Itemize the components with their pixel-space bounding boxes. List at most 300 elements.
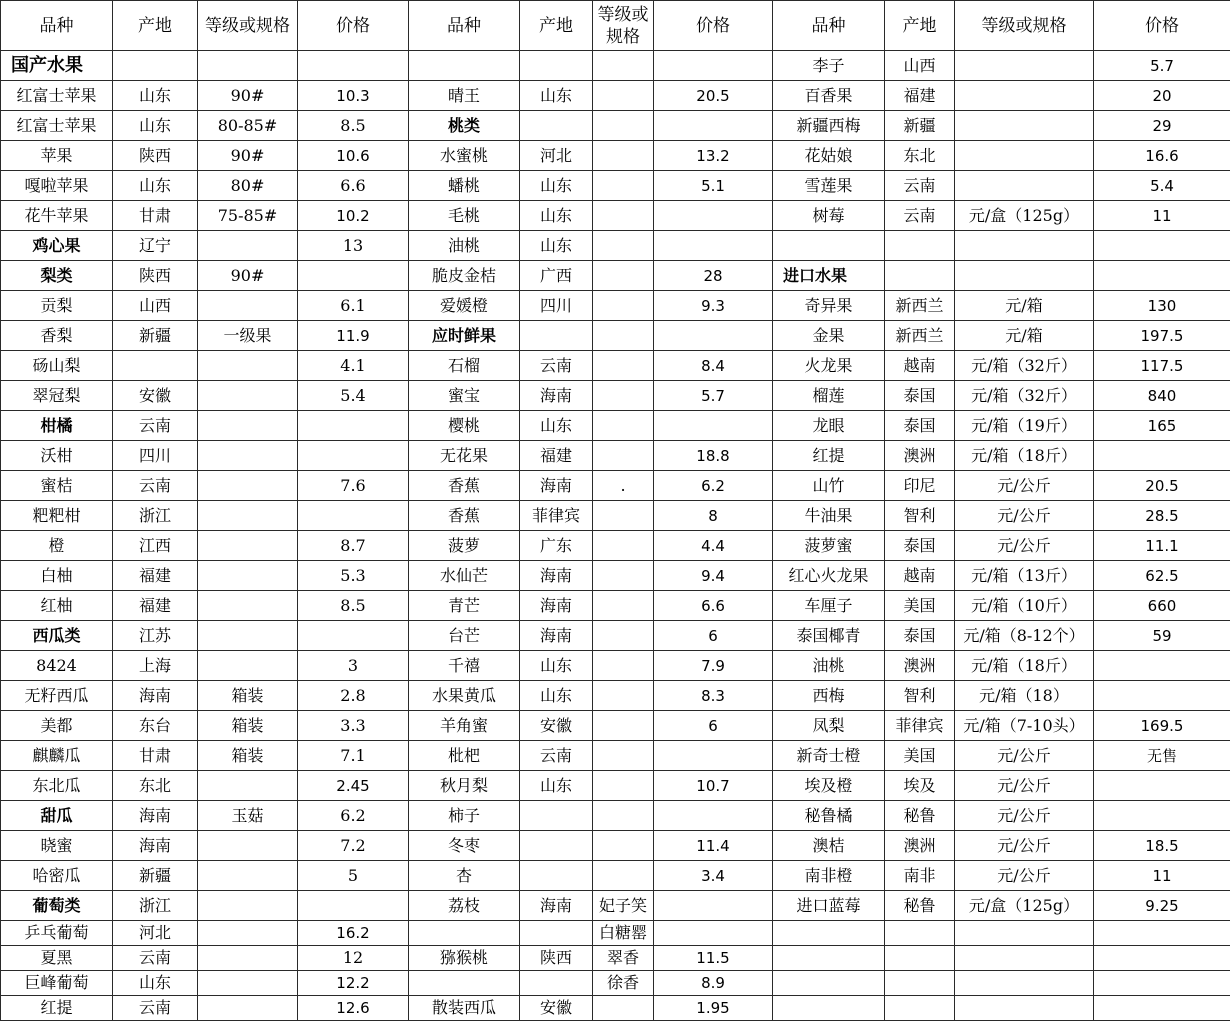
cell-price[interactable]: 10.7 xyxy=(654,771,773,801)
cell-origin[interactable] xyxy=(885,971,955,996)
cell-origin[interactable]: 埃及 xyxy=(885,771,955,801)
cell-price[interactable]: 9.25 xyxy=(1094,891,1230,921)
cell-price[interactable]: 9.3 xyxy=(654,291,773,321)
cell-variety[interactable]: 青芒 xyxy=(409,591,520,621)
cell-variety[interactable]: 菠萝 xyxy=(409,531,520,561)
cell-origin[interactable]: 海南 xyxy=(520,621,593,651)
cell-variety[interactable]: 粑粑柑 xyxy=(1,501,113,531)
cell-variety[interactable]: 车厘子 xyxy=(773,591,885,621)
cell-price[interactable]: 6.2 xyxy=(654,471,773,501)
cell-variety[interactable]: 冬枣 xyxy=(409,831,520,861)
cell-price[interactable]: 11.5 xyxy=(654,946,773,971)
cell-grade[interactable] xyxy=(593,801,654,831)
cell-variety[interactable] xyxy=(773,921,885,946)
cell-variety[interactable]: 沃柑 xyxy=(1,441,113,471)
cell-price[interactable]: 130 xyxy=(1094,291,1230,321)
cell-variety[interactable]: 夏黑 xyxy=(1,946,113,971)
cell-origin[interactable]: 江苏 xyxy=(113,621,198,651)
cell-grade[interactable]: 元/箱 xyxy=(955,291,1094,321)
cell-origin[interactable]: 福建 xyxy=(113,561,198,591)
cell-grade[interactable] xyxy=(593,861,654,891)
cell-grade[interactable]: 元/公斤 xyxy=(955,531,1094,561)
cell-origin[interactable]: 云南 xyxy=(885,171,955,201)
cell-price[interactable]: 5.7 xyxy=(1094,51,1230,81)
cell-price[interactable] xyxy=(298,501,409,531)
cell-variety[interactable]: 香梨 xyxy=(1,321,113,351)
cell-grade[interactable]: 90# xyxy=(198,81,298,111)
cell-variety[interactable]: 散装西瓜 xyxy=(409,996,520,1021)
cell-price[interactable]: 840 xyxy=(1094,381,1230,411)
header-origin[interactable]: 产地 xyxy=(885,1,955,51)
cell-grade[interactable] xyxy=(955,996,1094,1021)
cell-grade[interactable] xyxy=(198,921,298,946)
cell-variety[interactable] xyxy=(409,921,520,946)
cell-grade[interactable]: 元/箱（18斤） xyxy=(955,441,1094,471)
cell-price[interactable] xyxy=(654,201,773,231)
cell-grade[interactable] xyxy=(593,621,654,651)
cell-origin[interactable]: 泰国 xyxy=(885,411,955,441)
cell-variety[interactable] xyxy=(773,996,885,1021)
cell-origin[interactable]: 新西兰 xyxy=(885,321,955,351)
cell-grade[interactable]: 翠香 xyxy=(593,946,654,971)
cell-price[interactable]: 6.6 xyxy=(298,171,409,201)
cell-origin[interactable]: 越南 xyxy=(885,561,955,591)
cell-origin[interactable] xyxy=(520,321,593,351)
header-variety[interactable]: 品种 xyxy=(1,1,113,51)
cell-grade[interactable]: 元/公斤 xyxy=(955,471,1094,501)
cell-price[interactable]: 10.6 xyxy=(298,141,409,171)
cell-origin[interactable]: 山东 xyxy=(113,971,198,996)
cell-origin[interactable]: 广东 xyxy=(520,531,593,561)
cell-variety[interactable]: 奇异果 xyxy=(773,291,885,321)
cell-grade[interactable]: 元/箱（10斤） xyxy=(955,591,1094,621)
cell-grade[interactable] xyxy=(198,351,298,381)
cell-variety[interactable]: 进口水果 xyxy=(773,261,885,291)
cell-price[interactable]: 8.5 xyxy=(298,591,409,621)
cell-origin[interactable]: 山东 xyxy=(520,201,593,231)
cell-variety[interactable]: 山竹 xyxy=(773,471,885,501)
cell-origin[interactable]: 山东 xyxy=(520,681,593,711)
cell-price[interactable]: 11.9 xyxy=(298,321,409,351)
cell-variety[interactable] xyxy=(773,231,885,261)
cell-origin[interactable]: 安徽 xyxy=(113,381,198,411)
cell-price[interactable]: 29 xyxy=(1094,111,1230,141)
cell-grade[interactable] xyxy=(198,411,298,441)
cell-origin[interactable]: 海南 xyxy=(520,891,593,921)
cell-origin[interactable]: 新西兰 xyxy=(885,291,955,321)
cell-price[interactable]: 5.1 xyxy=(654,171,773,201)
cell-price[interactable] xyxy=(654,321,773,351)
cell-origin[interactable]: 新疆 xyxy=(113,861,198,891)
cell-variety[interactable]: 葡萄类 xyxy=(1,891,113,921)
cell-variety[interactable]: 新疆西梅 xyxy=(773,111,885,141)
cell-origin[interactable]: 上海 xyxy=(113,651,198,681)
cell-variety[interactable]: 嘎啦苹果 xyxy=(1,171,113,201)
cell-variety[interactable]: 红提 xyxy=(773,441,885,471)
cell-variety[interactable]: 水蜜桃 xyxy=(409,141,520,171)
cell-price[interactable]: 660 xyxy=(1094,591,1230,621)
cell-grade[interactable]: 元/箱（18斤） xyxy=(955,651,1094,681)
cell-price[interactable]: 2.45 xyxy=(298,771,409,801)
cell-price[interactable]: 20 xyxy=(1094,81,1230,111)
cell-origin[interactable]: 山东 xyxy=(520,231,593,261)
cell-grade[interactable]: 元/公斤 xyxy=(955,801,1094,831)
cell-grade[interactable] xyxy=(955,81,1094,111)
cell-price[interactable]: 无售 xyxy=(1094,741,1230,771)
cell-origin[interactable]: 浙江 xyxy=(113,501,198,531)
cell-grade[interactable]: 元/箱（8-12个） xyxy=(955,621,1094,651)
cell-price[interactable]: 8.5 xyxy=(298,111,409,141)
cell-price[interactable]: 59 xyxy=(1094,621,1230,651)
cell-grade[interactable]: 徐香 xyxy=(593,971,654,996)
cell-variety[interactable]: 苹果 xyxy=(1,141,113,171)
cell-origin[interactable]: 陕西 xyxy=(520,946,593,971)
cell-price[interactable]: 169.5 xyxy=(1094,711,1230,741)
cell-price[interactable]: 8.3 xyxy=(654,681,773,711)
header-variety[interactable]: 品种 xyxy=(773,1,885,51)
cell-variety[interactable]: 爱媛橙 xyxy=(409,291,520,321)
cell-price[interactable] xyxy=(298,441,409,471)
cell-origin[interactable]: 云南 xyxy=(113,946,198,971)
cell-origin[interactable]: 菲律宾 xyxy=(520,501,593,531)
cell-price[interactable]: 5.4 xyxy=(1094,171,1230,201)
cell-grade[interactable] xyxy=(955,51,1094,81)
cell-variety[interactable]: 晓蜜 xyxy=(1,831,113,861)
cell-variety[interactable]: 白柚 xyxy=(1,561,113,591)
cell-origin[interactable]: 云南 xyxy=(113,411,198,441)
cell-grade[interactable] xyxy=(955,231,1094,261)
cell-variety[interactable]: 西瓜类 xyxy=(1,621,113,651)
cell-variety[interactable]: 雪莲果 xyxy=(773,171,885,201)
header-variety[interactable]: 品种 xyxy=(409,1,520,51)
cell-variety[interactable] xyxy=(773,946,885,971)
cell-price[interactable]: 8.7 xyxy=(298,531,409,561)
cell-origin[interactable]: 东北 xyxy=(113,771,198,801)
cell-grade[interactable] xyxy=(198,651,298,681)
cell-price[interactable] xyxy=(654,921,773,946)
cell-variety[interactable]: 甜瓜 xyxy=(1,801,113,831)
cell-grade[interactable]: 元/公斤 xyxy=(955,831,1094,861)
cell-price[interactable]: 1.95 xyxy=(654,996,773,1021)
cell-origin[interactable]: 新疆 xyxy=(885,111,955,141)
header-origin[interactable]: 产地 xyxy=(520,1,593,51)
cell-variety[interactable]: 澳桔 xyxy=(773,831,885,861)
cell-origin[interactable]: 南非 xyxy=(885,861,955,891)
cell-variety[interactable]: 榴莲 xyxy=(773,381,885,411)
cell-origin[interactable]: 秘鲁 xyxy=(885,891,955,921)
cell-origin[interactable] xyxy=(113,51,198,81)
cell-origin[interactable]: 美国 xyxy=(885,741,955,771)
cell-origin[interactable]: 海南 xyxy=(520,561,593,591)
cell-origin[interactable]: 山东 xyxy=(520,411,593,441)
cell-price[interactable] xyxy=(654,891,773,921)
cell-origin[interactable]: 海南 xyxy=(113,801,198,831)
cell-price[interactable]: 28 xyxy=(654,261,773,291)
cell-price[interactable]: 20.5 xyxy=(1094,471,1230,501)
header-price[interactable]: 价格 xyxy=(654,1,773,51)
cell-origin[interactable] xyxy=(885,996,955,1021)
cell-variety[interactable]: 金果 xyxy=(773,321,885,351)
cell-price[interactable]: 11 xyxy=(1094,201,1230,231)
cell-variety[interactable]: 埃及橙 xyxy=(773,771,885,801)
cell-variety[interactable]: 进口蓝莓 xyxy=(773,891,885,921)
cell-price[interactable]: 9.4 xyxy=(654,561,773,591)
cell-price[interactable]: 20.5 xyxy=(654,81,773,111)
cell-price[interactable]: 8 xyxy=(654,501,773,531)
cell-price[interactable]: 5.3 xyxy=(298,561,409,591)
cell-price[interactable]: 10.3 xyxy=(298,81,409,111)
cell-variety[interactable]: 泰国椰青 xyxy=(773,621,885,651)
cell-origin[interactable] xyxy=(520,921,593,946)
cell-grade[interactable]: 80-85# xyxy=(198,111,298,141)
cell-variety[interactable]: 龙眼 xyxy=(773,411,885,441)
cell-origin[interactable]: 云南 xyxy=(520,741,593,771)
cell-grade[interactable] xyxy=(955,261,1094,291)
cell-grade[interactable]: 箱装 xyxy=(198,741,298,771)
cell-grade[interactable]: 元/箱（32斤） xyxy=(955,351,1094,381)
cell-grade[interactable] xyxy=(593,741,654,771)
cell-variety[interactable]: 枇杷 xyxy=(409,741,520,771)
cell-grade[interactable]: 元/公斤 xyxy=(955,741,1094,771)
cell-grade[interactable] xyxy=(198,861,298,891)
cell-price[interactable]: 13 xyxy=(298,231,409,261)
cell-origin[interactable]: 河北 xyxy=(113,921,198,946)
cell-grade[interactable] xyxy=(593,771,654,801)
cell-variety[interactable]: 西梅 xyxy=(773,681,885,711)
cell-price[interactable]: 28.5 xyxy=(1094,501,1230,531)
cell-price[interactable]: 16.2 xyxy=(298,921,409,946)
cell-price[interactable]: 6.6 xyxy=(654,591,773,621)
cell-origin[interactable] xyxy=(520,801,593,831)
cell-price[interactable]: 7.2 xyxy=(298,831,409,861)
cell-grade[interactable] xyxy=(593,111,654,141)
cell-grade[interactable] xyxy=(955,946,1094,971)
cell-variety[interactable]: 红提 xyxy=(1,996,113,1021)
cell-price[interactable]: 8.9 xyxy=(654,971,773,996)
cell-origin[interactable]: 福建 xyxy=(113,591,198,621)
cell-price[interactable]: 4.1 xyxy=(298,351,409,381)
cell-variety[interactable]: 台芒 xyxy=(409,621,520,651)
cell-variety[interactable]: 香蕉 xyxy=(409,501,520,531)
cell-price[interactable] xyxy=(1094,921,1230,946)
cell-grade[interactable]: 白糖罂 xyxy=(593,921,654,946)
cell-variety[interactable]: 红富士苹果 xyxy=(1,111,113,141)
cell-grade[interactable] xyxy=(198,501,298,531)
cell-variety[interactable]: 水果黄瓜 xyxy=(409,681,520,711)
cell-price[interactable]: 12.6 xyxy=(298,996,409,1021)
cell-grade[interactable]: 元/盒（125g） xyxy=(955,891,1094,921)
cell-origin[interactable]: 印尼 xyxy=(885,471,955,501)
cell-price[interactable]: 18.5 xyxy=(1094,831,1230,861)
cell-origin[interactable]: 澳洲 xyxy=(885,651,955,681)
cell-origin[interactable]: 江西 xyxy=(113,531,198,561)
cell-grade[interactable]: 箱装 xyxy=(198,681,298,711)
cell-origin[interactable]: 福建 xyxy=(885,81,955,111)
cell-price[interactable]: 2.8 xyxy=(298,681,409,711)
cell-origin[interactable] xyxy=(885,261,955,291)
cell-grade[interactable]: 元/箱（18） xyxy=(955,681,1094,711)
cell-grade[interactable] xyxy=(593,561,654,591)
cell-grade[interactable] xyxy=(198,441,298,471)
cell-variety[interactable] xyxy=(773,971,885,996)
cell-price[interactable]: 165 xyxy=(1094,411,1230,441)
cell-variety[interactable]: 应时鲜果 xyxy=(409,321,520,351)
cell-price[interactable] xyxy=(1094,771,1230,801)
cell-origin[interactable]: 新疆 xyxy=(113,321,198,351)
cell-variety[interactable]: 秘鲁橘 xyxy=(773,801,885,831)
cell-origin[interactable]: 陕西 xyxy=(113,261,198,291)
cell-origin[interactable]: 智利 xyxy=(885,501,955,531)
cell-variety[interactable]: 柑橘 xyxy=(1,411,113,441)
cell-price[interactable]: 5.7 xyxy=(654,381,773,411)
cell-variety[interactable]: 贡梨 xyxy=(1,291,113,321)
cell-grade[interactable] xyxy=(198,51,298,81)
cell-price[interactable] xyxy=(654,231,773,261)
cell-price[interactable] xyxy=(1094,261,1230,291)
cell-price[interactable] xyxy=(298,621,409,651)
cell-grade[interactable] xyxy=(593,201,654,231)
cell-origin[interactable]: 山西 xyxy=(113,291,198,321)
cell-grade[interactable] xyxy=(593,501,654,531)
cell-origin[interactable] xyxy=(885,231,955,261)
cell-origin[interactable]: 海南 xyxy=(113,831,198,861)
cell-variety[interactable]: 桃类 xyxy=(409,111,520,141)
cell-origin[interactable] xyxy=(885,946,955,971)
cell-price[interactable]: 5.4 xyxy=(298,381,409,411)
cell-grade[interactable] xyxy=(593,996,654,1021)
cell-variety[interactable]: 猕猴桃 xyxy=(409,946,520,971)
cell-origin[interactable] xyxy=(113,351,198,381)
cell-price[interactable] xyxy=(1094,996,1230,1021)
cell-grade[interactable] xyxy=(955,971,1094,996)
cell-price[interactable] xyxy=(298,261,409,291)
cell-grade[interactable] xyxy=(955,171,1094,201)
cell-variety[interactable]: 菠萝蜜 xyxy=(773,531,885,561)
cell-grade[interactable]: 妃子笑 xyxy=(593,891,654,921)
cell-variety[interactable]: 杏 xyxy=(409,861,520,891)
cell-price[interactable]: 7.6 xyxy=(298,471,409,501)
cell-origin[interactable] xyxy=(520,831,593,861)
cell-grade[interactable] xyxy=(593,81,654,111)
cell-price[interactable]: 197.5 xyxy=(1094,321,1230,351)
cell-variety[interactable]: 花牛苹果 xyxy=(1,201,113,231)
cell-variety[interactable]: 国产水果 xyxy=(1,51,113,81)
cell-origin[interactable]: 海南 xyxy=(520,381,593,411)
cell-price[interactable]: 11 xyxy=(1094,861,1230,891)
cell-price[interactable]: 3.4 xyxy=(654,861,773,891)
cell-price[interactable]: 62.5 xyxy=(1094,561,1230,591)
header-grade[interactable]: 等级或规格 xyxy=(198,1,298,51)
cell-price[interactable]: 6 xyxy=(654,711,773,741)
cell-grade[interactable] xyxy=(593,141,654,171)
cell-grade[interactable] xyxy=(593,411,654,441)
cell-variety[interactable]: 无花果 xyxy=(409,441,520,471)
cell-price[interactable]: 6 xyxy=(654,621,773,651)
cell-price[interactable]: 4.4 xyxy=(654,531,773,561)
cell-variety[interactable]: 百香果 xyxy=(773,81,885,111)
cell-origin[interactable]: 山东 xyxy=(520,651,593,681)
cell-variety[interactable]: 乒乓葡萄 xyxy=(1,921,113,946)
cell-price[interactable]: 13.2 xyxy=(654,141,773,171)
cell-origin[interactable]: 秘鲁 xyxy=(885,801,955,831)
cell-variety[interactable]: 柿子 xyxy=(409,801,520,831)
cell-origin[interactable]: 云南 xyxy=(113,471,198,501)
header-price[interactable]: 价格 xyxy=(1094,1,1230,51)
cell-origin[interactable]: 安徽 xyxy=(520,996,593,1021)
cell-variety[interactable]: 橙 xyxy=(1,531,113,561)
cell-variety[interactable]: 8424 xyxy=(1,651,113,681)
cell-origin[interactable]: 泰国 xyxy=(885,381,955,411)
cell-origin[interactable]: 四川 xyxy=(113,441,198,471)
cell-origin[interactable] xyxy=(520,51,593,81)
cell-grade[interactable] xyxy=(198,291,298,321)
cell-grade[interactable] xyxy=(593,681,654,711)
cell-grade[interactable] xyxy=(593,591,654,621)
cell-price[interactable]: 117.5 xyxy=(1094,351,1230,381)
cell-price[interactable]: 7.9 xyxy=(654,651,773,681)
cell-origin[interactable]: 云南 xyxy=(885,201,955,231)
cell-grade[interactable] xyxy=(198,771,298,801)
cell-origin[interactable]: 山西 xyxy=(885,51,955,81)
cell-grade[interactable]: 元/公斤 xyxy=(955,771,1094,801)
cell-variety[interactable]: 砀山梨 xyxy=(1,351,113,381)
cell-variety[interactable]: 翠冠梨 xyxy=(1,381,113,411)
cell-grade[interactable]: 元/箱（7-10头） xyxy=(955,711,1094,741)
cell-grade[interactable]: 箱装 xyxy=(198,711,298,741)
cell-origin[interactable]: 澳洲 xyxy=(885,441,955,471)
cell-variety[interactable]: 荔枝 xyxy=(409,891,520,921)
cell-grade[interactable] xyxy=(593,441,654,471)
cell-grade[interactable] xyxy=(593,321,654,351)
cell-grade[interactable]: 90# xyxy=(198,261,298,291)
cell-price[interactable] xyxy=(1094,971,1230,996)
cell-variety[interactable]: 美都 xyxy=(1,711,113,741)
cell-origin[interactable]: 菲律宾 xyxy=(885,711,955,741)
cell-grade[interactable] xyxy=(198,891,298,921)
cell-origin[interactable]: 河北 xyxy=(520,141,593,171)
cell-variety[interactable]: 红心火龙果 xyxy=(773,561,885,591)
cell-grade[interactable] xyxy=(593,381,654,411)
cell-variety[interactable]: 香蕉 xyxy=(409,471,520,501)
cell-grade[interactable]: 元/箱（19斤） xyxy=(955,411,1094,441)
cell-grade[interactable] xyxy=(198,971,298,996)
cell-grade[interactable]: 元/箱（32斤） xyxy=(955,381,1094,411)
cell-variety[interactable]: 哈密瓜 xyxy=(1,861,113,891)
cell-origin[interactable]: 海南 xyxy=(520,471,593,501)
cell-variety[interactable] xyxy=(409,51,520,81)
cell-price[interactable]: 5 xyxy=(298,861,409,891)
cell-grade[interactable] xyxy=(593,711,654,741)
cell-grade[interactable]: 一级果 xyxy=(198,321,298,351)
cell-origin[interactable]: 泰国 xyxy=(885,531,955,561)
cell-grade[interactable] xyxy=(198,946,298,971)
cell-variety[interactable]: 油桃 xyxy=(773,651,885,681)
cell-price[interactable]: 10.2 xyxy=(298,201,409,231)
cell-variety[interactable]: 红富士苹果 xyxy=(1,81,113,111)
cell-variety[interactable]: 李子 xyxy=(773,51,885,81)
cell-origin[interactable] xyxy=(885,921,955,946)
cell-grade[interactable] xyxy=(593,171,654,201)
cell-price[interactable]: 7.1 xyxy=(298,741,409,771)
cell-grade[interactable] xyxy=(593,831,654,861)
cell-price[interactable]: 6.1 xyxy=(298,291,409,321)
cell-variety[interactable]: 石榴 xyxy=(409,351,520,381)
cell-variety[interactable]: 麒麟瓜 xyxy=(1,741,113,771)
header-grade[interactable]: 等级或规格 xyxy=(593,1,654,51)
cell-price[interactable]: 11.1 xyxy=(1094,531,1230,561)
cell-grade[interactable]: 80# xyxy=(198,171,298,201)
cell-grade[interactable]: 元/公斤 xyxy=(955,861,1094,891)
